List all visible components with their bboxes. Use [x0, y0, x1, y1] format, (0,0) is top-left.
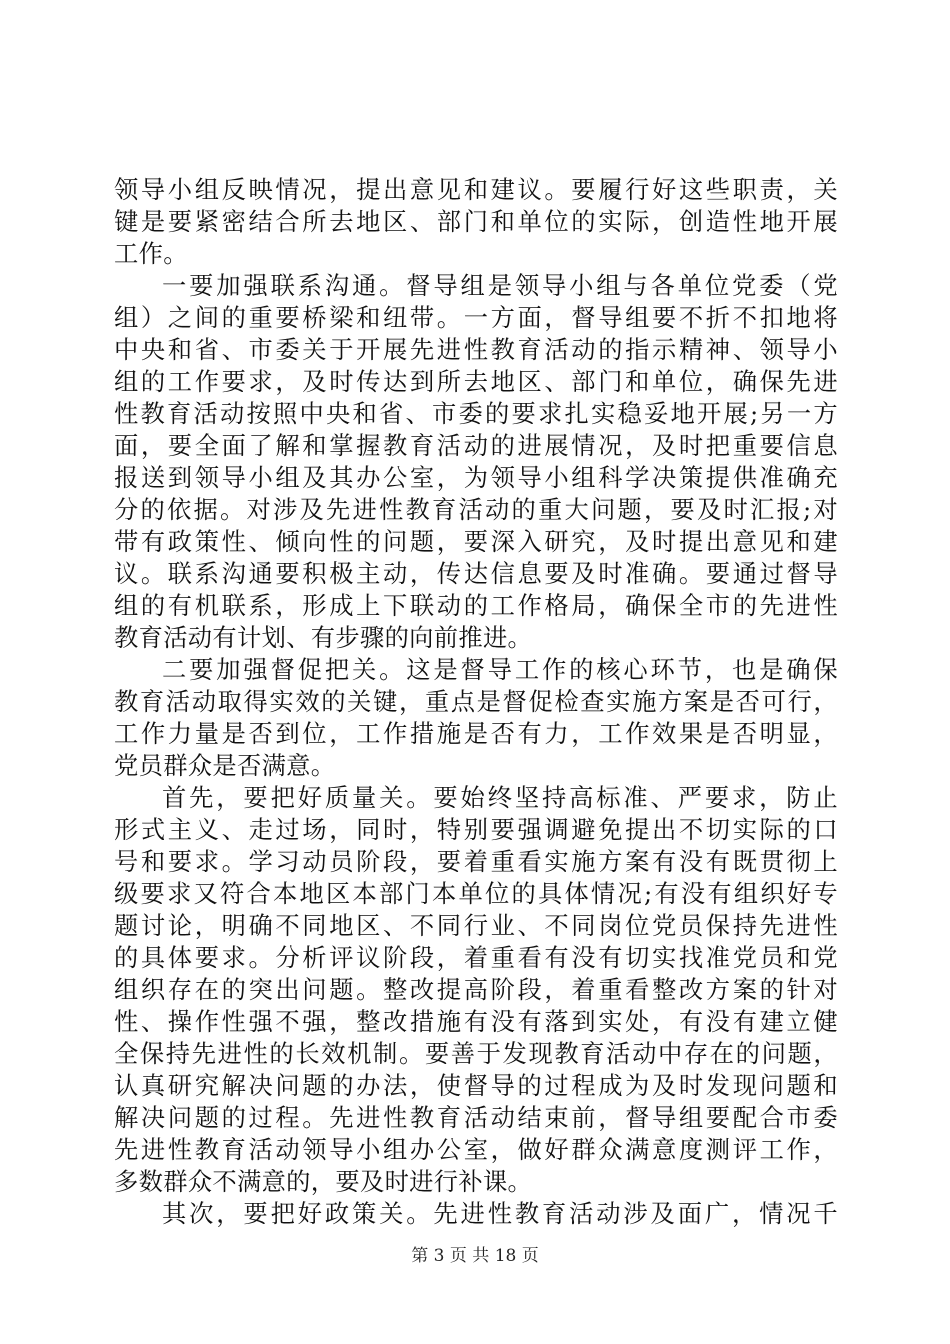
text-line: 领导小组反映情况，提出意见和建议。要履行好这些职责，关	[114, 175, 838, 204]
document-body	[114, 174, 838, 1230]
text-line: 党员群众是否满意。	[114, 751, 336, 780]
text-line: 性、操作性强不强，整改措施有没有落到实处，有没有建立健	[114, 1007, 838, 1036]
text-line: 键是要紧密结合所去地区、部门和单位的实际，创造性地开展	[114, 207, 838, 236]
paragraph-first-line: 首先，要把好质量关。要始终坚持高标准、严要求，防止	[162, 783, 838, 812]
text-line: 中央和省、市委关于开展先进性教育活动的指示精神、领导小	[114, 335, 838, 364]
text-line: 级要求又符合本地区本部门本单位的具体情况;有没有组织好专	[114, 879, 838, 908]
text-line: 议。联系沟通要积极主动，传达信息要及时准确。要通过督导	[114, 559, 838, 588]
text-line: 解决问题的过程。先进性教育活动结束前，督导组要配合市委	[114, 1103, 838, 1132]
text-line: 组）之间的重要桥梁和纽带。一方面，督导组要不折不扣地将	[114, 303, 838, 332]
text-line: 组的有机联系，形成上下联动的工作格局，确保全市的先进性	[114, 591, 838, 620]
text-line: 工作力量是否到位，工作措施是否有力，工作效果是否明显，	[114, 719, 838, 748]
text-line: 分的依据。对涉及先进性教育活动的重大问题，要及时汇报;对	[114, 495, 838, 524]
paragraph-first-line: 其次，要把好政策关。先进性教育活动涉及面广，情况千	[162, 1199, 838, 1228]
text-line: 多数群众不满意的，要及时进行补课。	[114, 1167, 533, 1196]
text-line: 组的工作要求，及时传达到所去地区、部门和单位，确保先进	[114, 367, 838, 396]
paragraph-first-line: 一要加强联系沟通。督导组是领导小组与各单位党委（党	[162, 271, 838, 300]
text-line: 组织存在的突出问题。整改提高阶段，着重看整改方案的针对	[114, 975, 838, 1004]
text-line: 报送到领导小组及其办公室，为领导小组科学决策提供准确充	[114, 463, 838, 492]
text-line: 面，要全面了解和掌握教育活动的进展情况，及时把重要信息	[114, 431, 838, 460]
text-line: 认真研究解决问题的办法，使督导的过程成为及时发现问题和	[114, 1071, 838, 1100]
text-line: 的具体要求。分析评议阶段，着重看有没有切实找准党员和党	[114, 943, 838, 972]
text-line: 号和要求。学习动员阶段，要着重看实施方案有没有既贯彻上	[114, 847, 838, 876]
text-line: 教育活动有计划、有步骤的向前推进。	[114, 623, 533, 652]
text-line: 全保持先进性的长效机制。要善于发现教育活动中存在的问题，	[114, 1039, 838, 1068]
text-line: 先进性教育活动领导小组办公室，做好群众满意度测评工作，	[114, 1135, 838, 1164]
paragraph-first-line: 二要加强督促把关。这是督导工作的核心环节，也是确保	[162, 655, 838, 684]
text-line: 带有政策性、倾向性的问题，要深入研究，及时提出意见和建	[114, 527, 838, 556]
text-line: 题讨论，明确不同地区、不同行业、不同岗位党员保持先进性	[114, 911, 838, 940]
text-line: 教育活动取得实效的关键，重点是督促检查实施方案是否可行，	[114, 687, 838, 716]
page-number-footer: 第 3 页 共 18 页	[411, 1246, 539, 1266]
text-line: 形式主义、走过场，同时，特别要强调避免提出不切实际的口	[114, 815, 838, 844]
text-line: 性教育活动按照中央和省、市委的要求扎实稳妥地开展;另一方	[114, 399, 838, 428]
text-line: 工作。	[114, 239, 188, 268]
